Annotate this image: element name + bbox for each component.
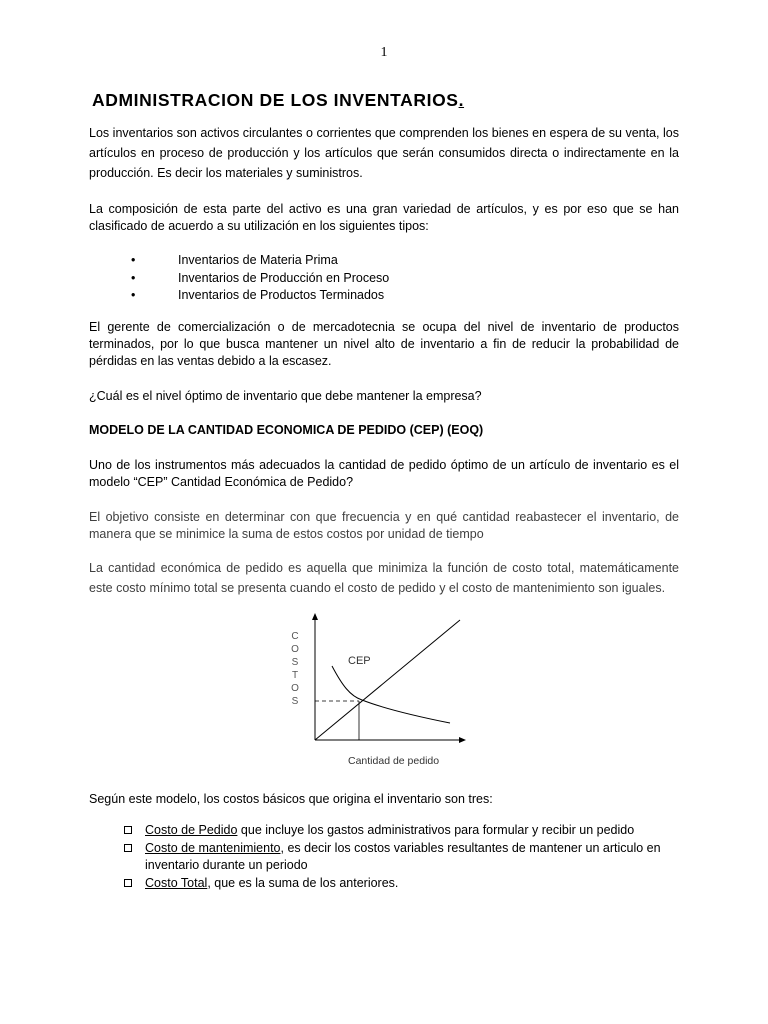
holding-cost-line <box>315 620 460 740</box>
x-axis-label: Cantidad de pedido <box>348 755 440 767</box>
bullet-icon: • <box>131 253 136 267</box>
list-item <box>89 252 649 270</box>
list-item <box>89 270 649 288</box>
y-axis-letter: O <box>291 644 299 655</box>
inventory-types-list <box>89 252 649 305</box>
model-intro-paragraph: Uno de los instrumentos más adecuados la cantidad de pedido óptimo de un artículo de inventario es el modelo “CEP” Cantidad Económica de Pedido? <box>89 458 679 489</box>
y-axis-letter: C <box>291 631 299 642</box>
list-item-text: Inventarios de Producción en Proceso <box>178 270 390 285</box>
cost-description: , es decir los costos variables resultantes de mantener un articulo en inventario durante un periodo <box>145 840 661 872</box>
y-axis-letter: T <box>291 670 299 681</box>
list-item-text: Inventarios de Productos Terminados <box>178 288 385 302</box>
checkbox-square-icon <box>124 879 132 887</box>
model-heading: MODELO DE LA CANTIDAD ECONOMICA DE PEDIDO (CEP) (EOQ) <box>89 423 484 437</box>
page-title <box>92 90 464 111</box>
title-text: ADMINISTRACION DE LOS INVENTARIOS <box>92 90 459 110</box>
x-axis-arrow-icon <box>459 737 466 743</box>
list-item <box>89 287 649 305</box>
costs-list <box>122 822 682 892</box>
bullet-icon: • <box>131 288 136 302</box>
definition-paragraph: La cantidad económica de pedido es aquella que minimiza la función de costo total, matemáticamente este costo mínimo total se presenta cuando el costo de pedido y el costo de mantenimiento son iguales. <box>89 561 679 595</box>
objective-paragraph: El objetivo consiste en determinar con que frecuencia y en qué cantidad reabastecer el inventario, de manera que se minimice la suma de estos costos por unidad de tiempo <box>89 510 679 541</box>
checkbox-square-icon <box>124 844 132 852</box>
list-item <box>122 875 682 893</box>
cost-term: Costo de Pedido <box>145 823 238 837</box>
list-item-text: Inventarios de Materia Prima <box>178 253 338 267</box>
cost-description: que incluye los gastos administrativos para formular y recibir un pedido <box>237 823 635 837</box>
title-suffix: . <box>458 90 465 110</box>
list-item <box>122 822 682 840</box>
cost-term: Costo de mantenimiento <box>145 840 281 855</box>
question-paragraph: ¿Cuál es el nivel óptimo de inventario que debe mantener la empresa? <box>89 389 482 403</box>
y-axis-arrow-icon <box>312 613 318 620</box>
costs-intro-paragraph: Según este modelo, los costos básicos que origina el inventario son tres: <box>89 792 493 806</box>
cost-description: , que es la suma de los anteriores. <box>207 875 399 890</box>
ordering-cost-curve <box>332 666 450 723</box>
eoq-chart-svg <box>280 610 480 770</box>
checkbox-square-icon <box>124 826 132 834</box>
page-number: 1 <box>380 45 388 60</box>
eoq-chart <box>280 610 480 770</box>
composition-paragraph: La composición de esta parte del activo es una gran variedad de artículos, y es por eso que se han clasificado de acuerdo a su utilización en los siguientes tipos: <box>89 202 679 233</box>
bullet-icon: • <box>131 270 136 285</box>
y-axis-letter: S <box>291 696 299 707</box>
curve-label: CEP <box>348 655 371 667</box>
manager-paragraph: El gerente de comercialización o de mercadotecnia se ocupa del nivel de inventario de productos terminados, por lo que busca mantener un nivel alto de inventario a fin de reducir la probabilidad de pérdidas en las ventas debido a la escasez. <box>89 320 679 368</box>
intro-paragraph: Los inventarios son activos circulantes o corrientes que comprenden los bienes en espera de su venta, los artículos en proceso de producción y los artículos que serán consumidos directa o indirectamente en la producción. Es decir los materiales y suministros. <box>89 126 679 180</box>
list-item <box>122 840 682 875</box>
cost-term: Costo Total <box>145 875 208 890</box>
y-axis-letter: S <box>291 657 299 668</box>
y-axis-letter: O <box>291 683 299 694</box>
